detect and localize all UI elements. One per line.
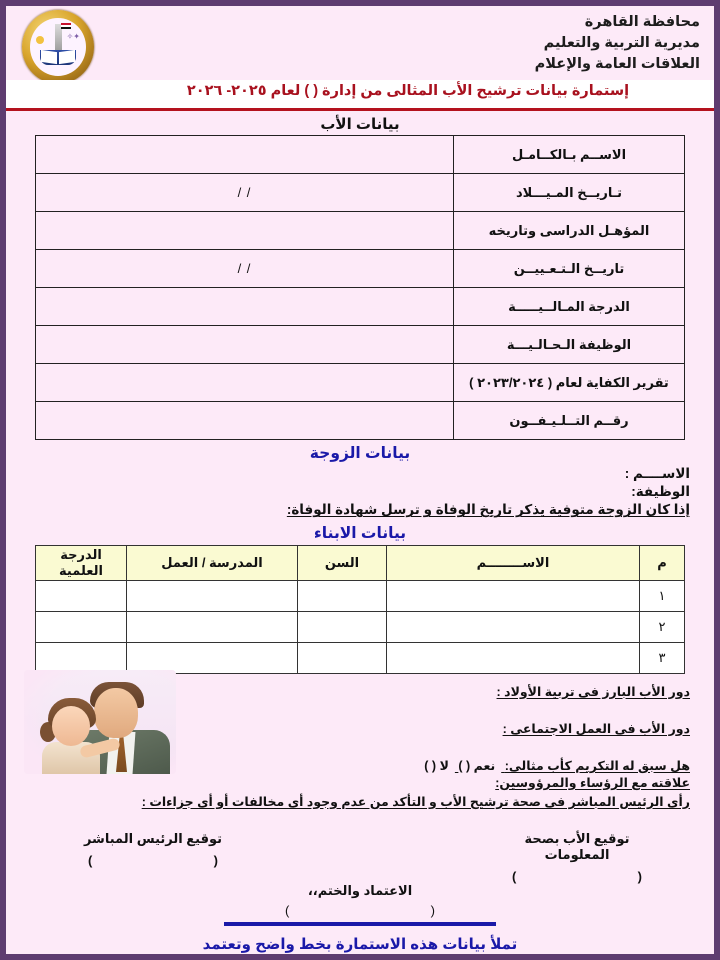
cell-school[interactable] xyxy=(127,580,298,611)
cell-name[interactable] xyxy=(387,642,640,673)
row-label-financial-grade: الدرجة المـالــيـــــة xyxy=(454,288,685,326)
col-header-index: م xyxy=(640,545,685,580)
row-label-birth-date: تـاريــخ المـيـــلاد xyxy=(454,174,685,212)
approval-open-paren: ( xyxy=(430,902,435,918)
table-row xyxy=(36,642,685,673)
table-row xyxy=(36,611,685,642)
page-title: إستمارة بيانات ترشيح الأب المثالى من إدارة ( ) لعام ٢٠٢٥- ٢٠٢٦ xyxy=(186,83,630,99)
table-row xyxy=(36,250,685,288)
father-signature-field[interactable] xyxy=(492,831,662,884)
org-line-department: العلاقات العامة والإعلام xyxy=(534,56,700,73)
org-line-governorate: محافظة القاهرة xyxy=(584,14,700,30)
row-value-birth-date[interactable]: / / xyxy=(36,174,454,212)
father-signature-label: توقيع الأب بصحة المعلومات xyxy=(524,830,630,862)
ministry-logo-icon: ✦✧ xyxy=(14,8,102,86)
question-previous-award-line xyxy=(30,758,690,773)
cell-degree[interactable] xyxy=(36,580,127,611)
father-signature-close-paren: ) xyxy=(512,868,517,884)
father-section-heading: بيانات الأب xyxy=(320,116,400,133)
answer-yes-option[interactable]: نعم ( ) xyxy=(458,758,496,773)
table-row xyxy=(36,212,685,250)
cell-degree[interactable] xyxy=(36,611,127,642)
cell-index: ٣ xyxy=(640,642,685,673)
table-row xyxy=(36,136,685,174)
row-label-current-job: الوظيفة الـحـالـيـــة xyxy=(454,326,685,364)
row-value-qualification[interactable] xyxy=(36,212,454,250)
question-role-children: دور الأب البارز فى تربية الأولاد : xyxy=(496,684,690,699)
table-row xyxy=(36,580,685,611)
cell-degree[interactable] xyxy=(36,642,127,673)
answer-no-option[interactable]: لا ( ) xyxy=(424,758,449,773)
wife-fields xyxy=(30,465,690,520)
document-header xyxy=(6,6,714,80)
cell-age[interactable] xyxy=(298,642,387,673)
row-label-appointment-date: تاريــخ الـتـعـييــن xyxy=(454,250,685,288)
wife-name-label[interactable]: الاســــم : xyxy=(624,466,690,481)
table-row xyxy=(36,402,685,440)
col-header-school: المدرسة / العمل xyxy=(127,545,298,580)
table-row xyxy=(36,364,685,402)
children-data-table xyxy=(35,545,685,674)
row-label-full-name: الاســم بـالكــامـل xyxy=(454,136,685,174)
wife-job-label[interactable]: الوظيفة: xyxy=(631,484,690,500)
boss-opinion-label: رأى الرئيس المباشر فى صحة ترشيح الأب و التأكد من عدم وجود أى مخالفات أو أى جزاءات : xyxy=(141,794,690,809)
row-value-appointment-date[interactable]: / / xyxy=(36,250,454,288)
form-page xyxy=(6,6,714,954)
approval-signature-field[interactable] xyxy=(285,903,435,918)
father-signature-open-paren: ( xyxy=(637,868,642,884)
wife-section-heading: بيانات الزوجة xyxy=(309,445,411,462)
table-row xyxy=(36,326,685,364)
questions-block xyxy=(30,684,690,790)
father-data-table xyxy=(35,135,685,440)
table-row xyxy=(36,174,685,212)
wife-deceased-note: إذا كان الزوجة متوفية يذكر تاريخ الوفاة و ترسل شهادة الوفاة: xyxy=(286,502,690,518)
row-value-current-job[interactable] xyxy=(36,326,454,364)
cell-school[interactable] xyxy=(127,611,298,642)
approval-label: الاعتماد والختم،، xyxy=(307,882,413,898)
footer-note: تملأ بيانات هذه الاستمارة بخط واضح وتعتمد xyxy=(202,935,518,953)
boss-signature-close-paren: ) xyxy=(88,852,93,868)
signature-block xyxy=(30,831,690,887)
question-role-social: دور الأب فى العمل الاجتماعى : xyxy=(502,721,690,736)
row-value-phone[interactable] xyxy=(36,402,454,440)
row-label-phone: رقــم التــلـيـفــون xyxy=(454,402,685,440)
divider xyxy=(224,922,496,926)
cell-school[interactable] xyxy=(127,642,298,673)
cell-name[interactable] xyxy=(387,611,640,642)
table-row xyxy=(36,288,685,326)
col-header-age: السن xyxy=(298,545,387,580)
question-previous-award-label: هل سبق له التكريم كأب مثالى: xyxy=(504,758,690,773)
row-value-efficiency-report[interactable] xyxy=(36,364,454,402)
title-banner xyxy=(6,80,714,111)
row-value-full-name[interactable] xyxy=(36,136,454,174)
cell-age[interactable] xyxy=(298,580,387,611)
org-line-directorate: مديرية التربية والتعليم xyxy=(543,35,700,52)
cell-index: ١ xyxy=(640,580,685,611)
row-value-financial-grade[interactable] xyxy=(36,288,454,326)
col-header-degree: الدرجة العلمية xyxy=(36,545,127,580)
cell-age[interactable] xyxy=(298,611,387,642)
approval-close-paren: ) xyxy=(285,902,290,918)
question-relations: علاقته مع الرؤساء والمرؤوسين: xyxy=(495,775,690,790)
row-label-efficiency-report: تقرير الكفاية لعام ( ٢٠٢٣/٢٠٢٤ ) xyxy=(454,364,685,402)
boss-signature-field[interactable] xyxy=(68,831,238,868)
cell-name[interactable] xyxy=(387,580,640,611)
cell-index: ٢ xyxy=(640,611,685,642)
org-heading xyxy=(535,12,700,75)
children-section-heading: بيانات الابناء xyxy=(313,524,407,542)
boss-signature-open-paren: ( xyxy=(213,852,218,868)
table-header-row xyxy=(36,545,685,580)
col-header-name: الاســــــــم xyxy=(387,545,640,580)
row-label-qualification: المؤهـل الدراسى وتاريخه xyxy=(454,212,685,250)
boss-signature-label: توقيع الرئيس المباشر xyxy=(83,830,223,846)
